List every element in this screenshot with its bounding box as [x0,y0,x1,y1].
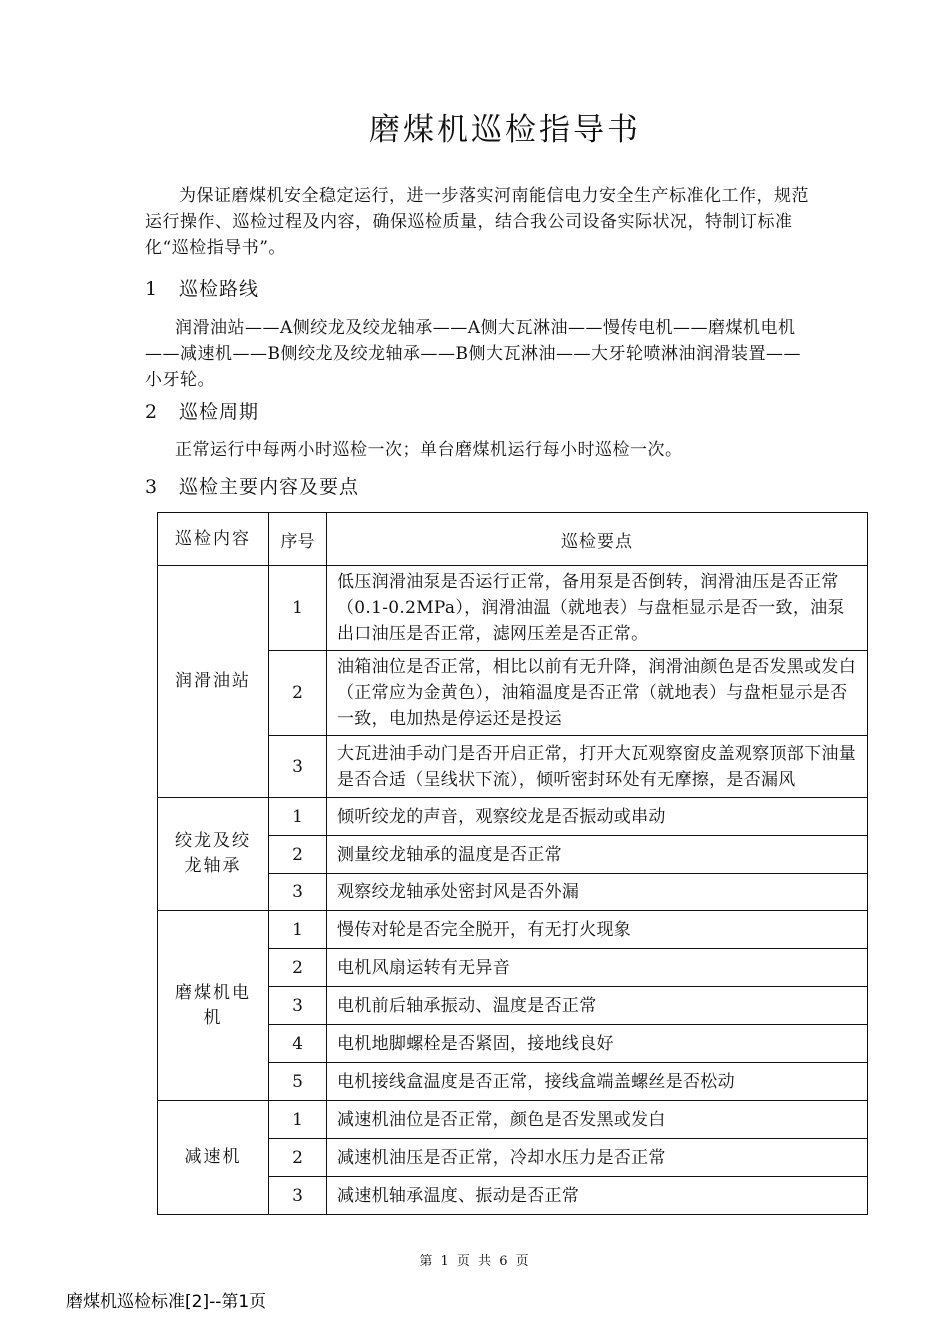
inspection-table [157,512,868,1215]
row-point: 低压润滑油泵是否运行正常，备用泵是否倒转，润滑油压是否正常（0.1-0.2MPa），润滑油温（就地表）与盘柜显示是否一致，油泵出口油压是否正常，滤网压差是否正常。 [327,566,868,651]
row-number: 4 [269,1025,327,1063]
document-title: 磨煤机巡检指导书 [369,112,641,148]
category-cell: 绞龙及绞龙轴承 [158,798,269,911]
section-heading-cycle [145,397,259,424]
document-footer-label: 磨煤机巡检标准[2]--第1页 [66,1292,267,1312]
table-row [158,798,868,836]
section-number: 3 [145,476,159,498]
row-number: 3 [269,874,327,911]
row-number: 5 [269,1063,327,1101]
table-row [158,566,868,651]
row-number: 3 [269,1177,327,1215]
header-seq: 序号 [269,513,327,566]
section-number: 1 [145,278,159,300]
row-point: 倾听绞龙的声音，观察绞龙是否振动或串动 [327,798,868,836]
row-point: 测量绞龙轴承的温度是否正常 [327,836,868,874]
section-title: 巡检周期 [179,401,260,423]
row-point: 减速机轴承温度、振动是否正常 [327,1177,868,1215]
row-point: 观察绞龙轴承处密封风是否外漏 [327,874,868,911]
category-cell: 磨煤机电机 [158,911,269,1101]
row-point: 慢传对轮是否完全脱开，有无打火现象 [327,911,868,949]
row-point: 减速机油压是否正常，冷却水压力是否正常 [327,1139,868,1177]
category-cell: 润滑油站 [158,566,269,798]
section-title: 巡检主要内容及要点 [179,476,360,498]
section-number: 2 [145,401,159,423]
row-number: 1 [269,798,327,836]
row-number: 3 [269,987,327,1025]
header-content: 巡检内容 [158,513,269,566]
row-point: 油箱油位是否正常，相比以前有无升降，润滑油颜色是否发黑或发白（正常应为金黄色），油箱温度是否正常（就地表）与盘柜显示是否一致，电加热是停运还是投运 [327,651,868,736]
row-point: 电机前后轴承振动、温度是否正常 [327,987,868,1025]
row-number: 3 [269,736,327,798]
row-number: 2 [269,836,327,874]
row-number: 1 [269,566,327,651]
row-point: 减速机油位是否正常，颜色是否发黑或发白 [327,1101,868,1139]
row-number: 1 [269,1101,327,1139]
table-header-row [158,513,868,566]
row-number: 1 [269,911,327,949]
section-heading-route [145,274,259,301]
row-number: 2 [269,651,327,736]
intro-paragraph: 为保证磨煤机安全稳定运行，进一步落实河南能信电力安全生产标准化工作，规范运行操作、巡检过程及内容，确保巡检质量，结合我公司设备实际状况，特制订标准化“巡检指导书”。 [145,186,809,258]
row-point: 电机地脚螺栓是否紧固，接地线良好 [327,1025,868,1063]
table-row [158,911,868,949]
category-cell: 减速机 [158,1101,269,1215]
page-number: 第 1 页 共 6 页 [419,1254,531,1269]
row-point: 电机接线盒温度是否正常，接线盒端盖螺丝是否松动 [327,1063,868,1101]
route-paragraph: 润滑油站——A侧绞龙及绞龙轴承——A侧大瓦淋油——慢传电机——磨煤机电机——减速机——B侧绞龙及绞龙轴承——B侧大瓦淋油——大牙轮喷淋油润滑装置——小牙轮。 [145,318,801,390]
row-number: 2 [269,949,327,987]
row-point: 大瓦进油手动门是否开启正常，打开大瓦观察窗皮盖观察顶部下油量是否合适（呈线状下流），倾听密封环处有无摩擦，是否漏风 [327,736,868,798]
row-point: 电机风扇运转有无异音 [327,949,868,987]
table-row [158,1101,868,1139]
section-title: 巡检路线 [179,278,260,300]
cycle-paragraph: 正常运行中每两小时巡检一次；单台磨煤机运行每小时巡检一次。 [175,440,683,460]
section-heading-content [145,472,359,499]
row-number: 2 [269,1139,327,1177]
header-points: 巡检要点 [327,513,868,566]
